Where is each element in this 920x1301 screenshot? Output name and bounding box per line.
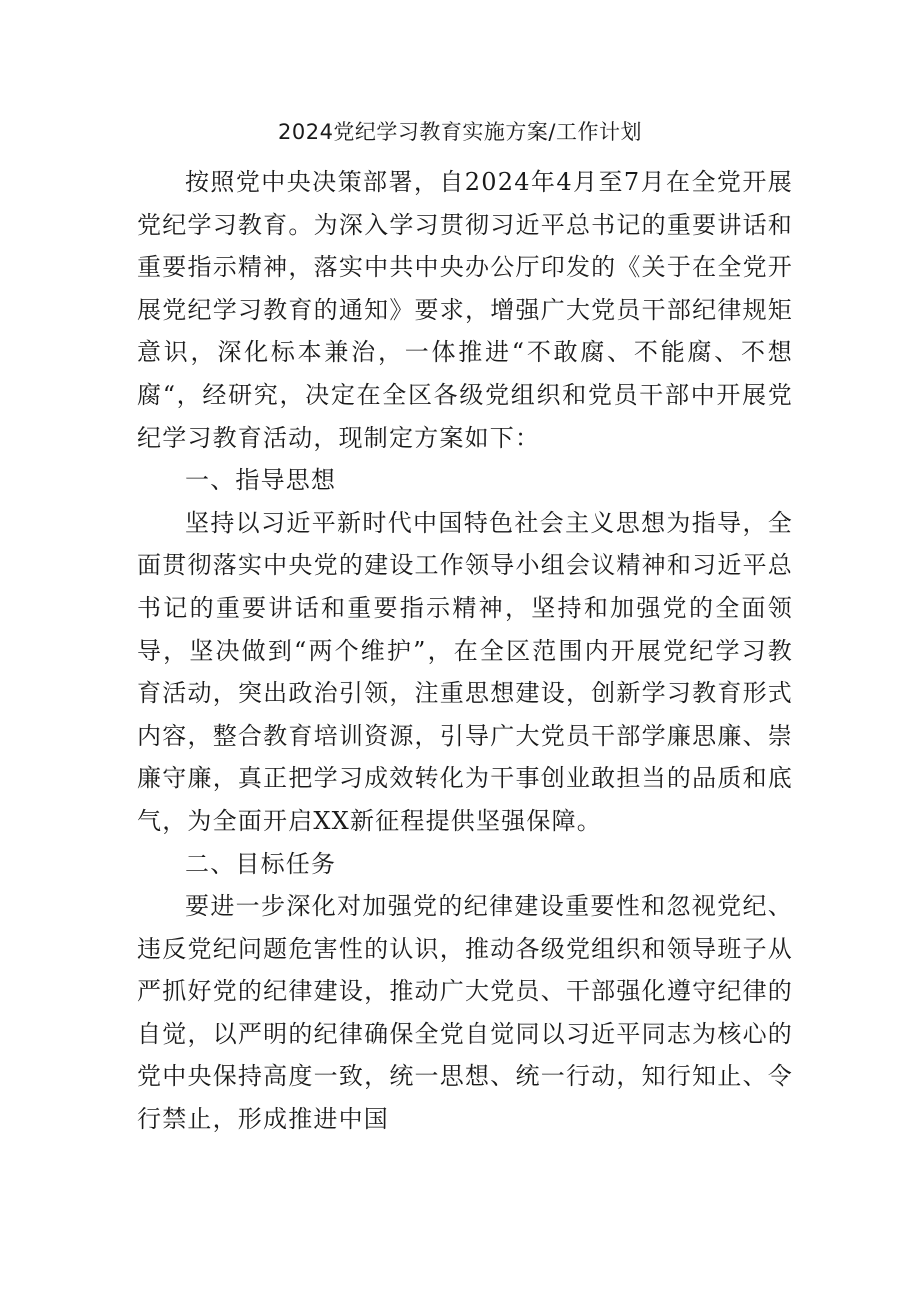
section-body-guiding-thought: 坚持以习近平新时代中国特色社会主义思想为指导，全面贯彻落实中央党的建设工作领导小组会议精神和习近平总书记的重要讲话和重要指示精神，坚持和加强党的全面领导，坚决做到“两个维护”，在全区范围内开展党纪学习教育活动，突出政治引领，注重思想建设，创新学习教育形式内容，整合教育培训资源，引导广大党员干部学廉思廉、崇廉守廉，真正把学习成效转化为干事创业敢担当的品质和底气，为全面开启XX新征程提供坚强保障。	[137, 508, 793, 835]
section-body-goals-tasks: 要进一步深化对加强党的纪律建设重要性和忽视党纪、违反党纪问题危害性的认识，推动各级党组织和领导班子从严抓好党的纪律建设，推动广大党员、干部强化遵守纪律的自觉，以严明的纪律确保全党自觉同以习近平同志为核心的党中央保持高度一致，统一思想、统一行动，知行知止、令行禁止，形成推进中国	[137, 892, 793, 1134]
document-body	[137, 161, 793, 1141]
section-heading-guiding-thought: 一、指导思想	[185, 466, 337, 495]
document-title: 2024党纪学习教育实施方案/工作计划	[277, 120, 643, 144]
section-heading-goals-tasks: 二、目标任务	[185, 849, 337, 878]
intro-paragraph: 按照党中央决策部署，自2024年4月至7月在全党开展党纪学习教育。为深入学习贯彻习近平总书记的重要讲话和重要指示精神，落实中共中央办公厅印发的《关于在全党开展党纪学习教育的通知》要求，增强广大党员干部纪律规矩意识，深化标本兼治，一体推进“不敢腐、不能腐、不想腐“，经研究，决定在全区各级党组织和党员干部中开展党纪学习教育活动，现制定方案如下：	[137, 168, 793, 452]
